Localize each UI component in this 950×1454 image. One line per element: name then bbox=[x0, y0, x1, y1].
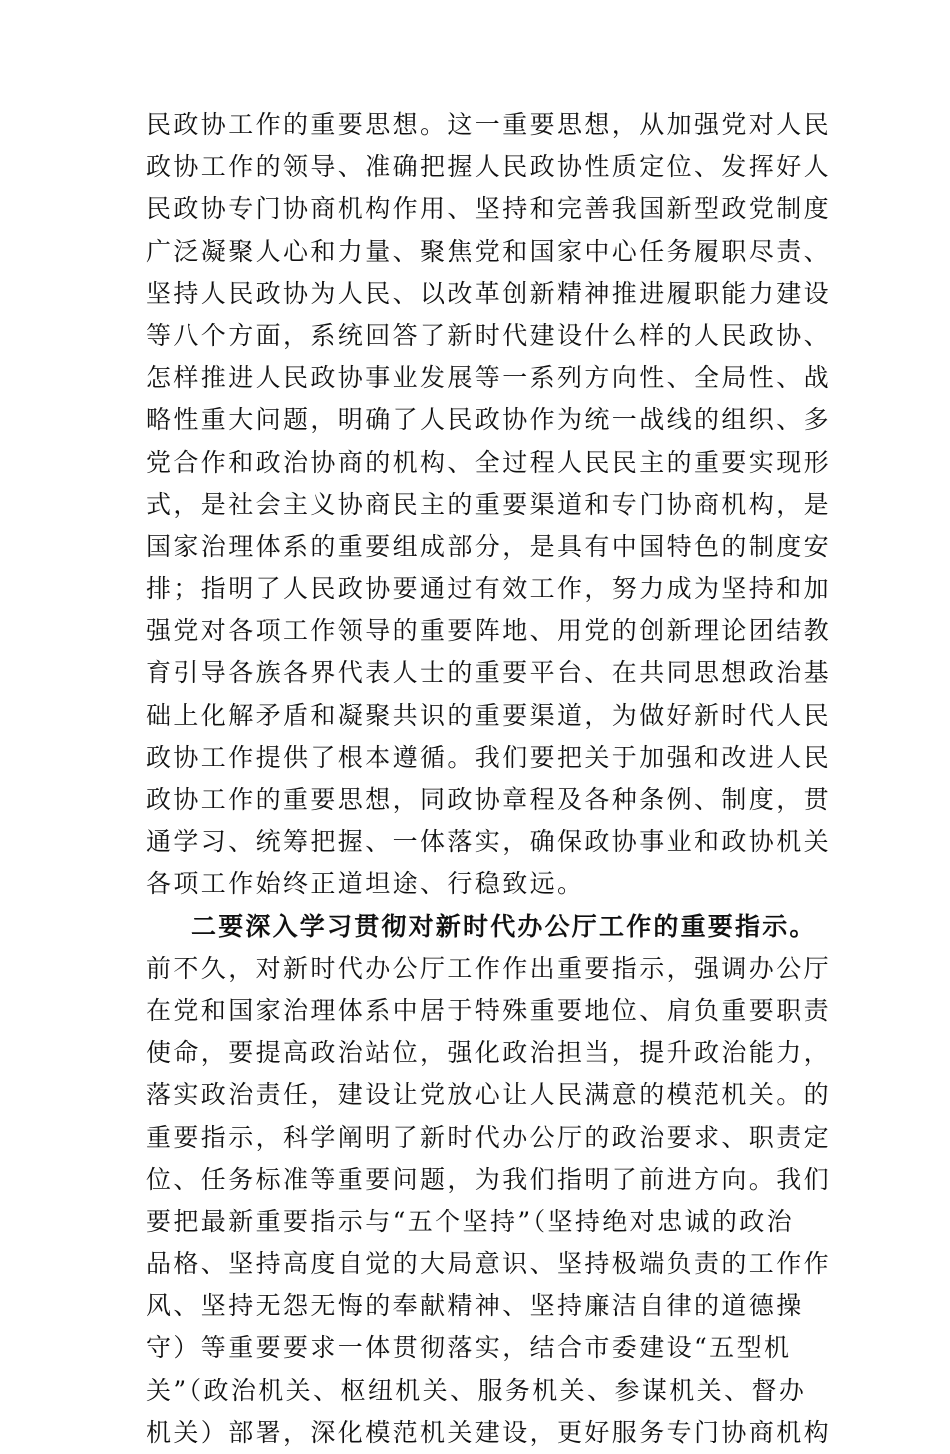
text-line: 守）等重要要求一体贯彻落实，结合市委建设“五型机 bbox=[146, 1333, 792, 1363]
text-line: 国家治理体系的重要组成部分，是具有中国特色的制度安 bbox=[146, 531, 832, 561]
text-line: 机关）部署，深化模范机关建设，更好服务专门协商机构 bbox=[146, 1417, 832, 1447]
text-line: 怎样推进人民政协事业发展等一系列方向性、全局性、战 bbox=[146, 363, 832, 393]
text-line: 等八个方面，系统回答了新时代建设什么样的人民政协、 bbox=[146, 320, 832, 350]
text-line: 略性重大问题，明确了人民政协作为统一战线的组织、多 bbox=[146, 405, 832, 435]
text-line: 党合作和政治协商的机构、全过程人民民主的重要实现形 bbox=[146, 447, 832, 477]
text-line: 重要指示，科学阐明了新时代办公厅的政治要求、职责定 bbox=[146, 1122, 832, 1152]
text-line: 政协工作提供了根本遵循。我们要把关于加强和改进人民 bbox=[146, 742, 832, 772]
text-line: 强党对各项工作领导的重要阵地、用党的创新理论团结教 bbox=[146, 616, 832, 646]
text-line: 落实政治责任，建设让党放心让人民满意的模范机关。的 bbox=[146, 1080, 832, 1110]
text-line: 通学习、统筹把握、一体落实，确保政协事业和政协机关 bbox=[146, 827, 832, 857]
text-line: 品格、坚持高度自觉的大局意识、坚持极端负责的工作作 bbox=[146, 1249, 832, 1279]
text-line: 政协工作的重要思想，同政协章程及各种条例、制度，贯 bbox=[146, 785, 832, 814]
text-line: 前不久，对新时代办公厅工作作出重要指示，强调办公厅 bbox=[146, 953, 832, 983]
text-line: 政协工作的领导、准确把握人民政协性质定位、发挥好人 bbox=[146, 152, 832, 182]
text-line: 在党和国家治理体系中居于特殊重要地位、肩负重要职责 bbox=[146, 995, 832, 1025]
document-body bbox=[146, 104, 832, 1454]
paragraph-2 bbox=[146, 948, 832, 1454]
text-line: 广泛凝聚人心和力量、聚焦党和国家中心任务履职尽责、 bbox=[146, 236, 832, 266]
text-line: 础上化解矛盾和凝聚共识的重要渠道，为做好新时代人民 bbox=[146, 700, 832, 730]
text-line: 式，是社会主义协商民主的重要渠道和专门协商机构，是 bbox=[146, 489, 832, 519]
text-line: 育引导各族各界代表人士的重要平台、在共同思想政治基 bbox=[146, 658, 832, 688]
text-line: 各项工作始终正道坦途、行稳致远。 bbox=[146, 869, 585, 899]
text-line: 风、坚持无怨无悔的奉献精神、坚持廉洁自律的道德操 bbox=[146, 1291, 804, 1321]
text-line: 坚持人民政协为人民、以改革创新精神推进履职能力建设 bbox=[146, 278, 832, 308]
text-line: 排；指明了人民政协要通过有效工作，努力成为坚持和加 bbox=[146, 574, 832, 604]
text-line: 民政协工作的重要思想。这一重要思想，从加强党对人民 bbox=[146, 110, 832, 139]
section-heading: 二要深入学习贯彻对新时代办公厅工作的重要指示。 bbox=[191, 911, 817, 941]
text-line: 要把最新重要指示与“五个坚持”（坚持绝对忠诚的政治 bbox=[146, 1206, 795, 1236]
text-line: 位、任务标准等重要问题，为我们指明了前进方向。我们 bbox=[146, 1164, 832, 1194]
text-line: 使命，要提高政治站位，强化政治担当，提升政治能力， bbox=[146, 1038, 832, 1068]
text-line: 关”（政治机关、枢纽机关、服务机关、参谋机关、督办 bbox=[146, 1375, 807, 1405]
paragraph-1 bbox=[146, 104, 832, 906]
text-line: 民政协专门协商机构作用、坚持和完善我国新型政党制度 bbox=[146, 194, 832, 224]
